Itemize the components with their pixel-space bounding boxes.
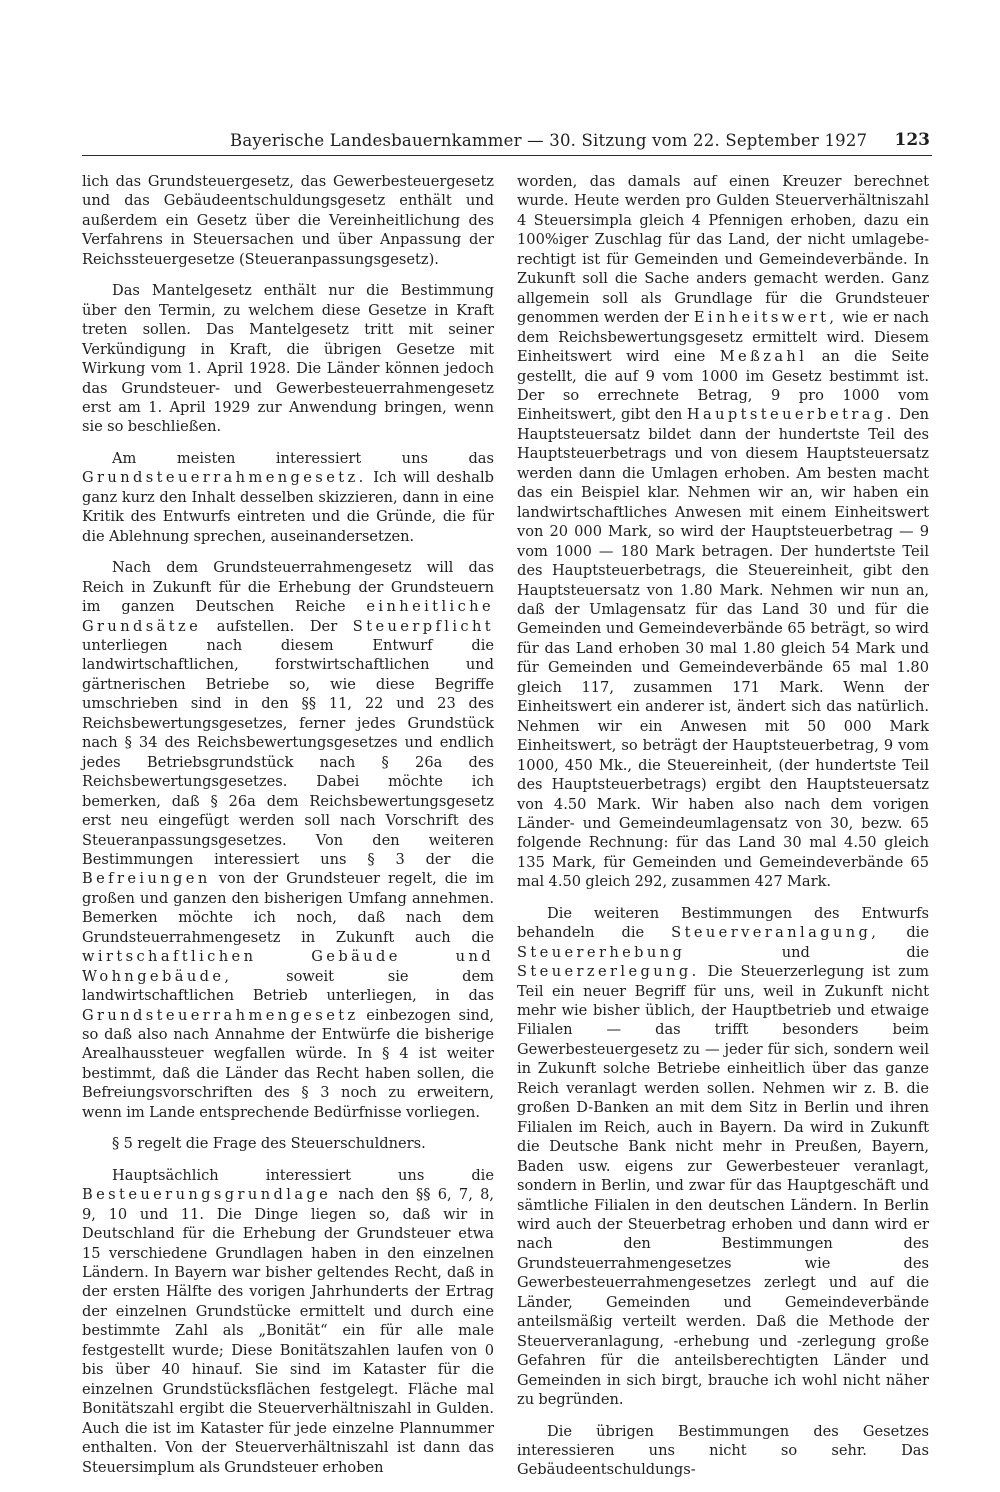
header-title: Bayerische Landesbauernkammer — 30. Sitzung vom 22. September 1927 bbox=[230, 131, 868, 150]
left-column bbox=[82, 172, 494, 1489]
spaced-emphasis: Steuerpflicht bbox=[352, 617, 495, 635]
paragraph: Die weiteren Bestimmungen des Entwurfs behandeln die Steuerveranlagung, die Steuererhebung und die Steuerzerlegung. Die Steuerzerlegung ist zum Teil ein neuer Begriff für uns, weil in Zukunft nicht mehr wie bisher üblich, der Hauptbetrieb und etwaige Filialen — das trifft besonders beim Gewerbesteuergesetz zu — jeder für sich, sondern weil in Zukunft solche Betriebe einheitlich über das ganze Reich veranlagt werden sollen. Nehmen wir z. B. die großen D-Banken an mit dem Sitz in Berlin und ihren Filialen im Reich, auch in Bayern. Da wird in Zukunft die Deutsche Bank nicht mehr in Preußen, Bayern, Baden usw. eigens zur Gewerbesteuer veranlagt, sondern in Berlin, und zwar für das Hauptgeschäft und sämtliche Filialen in den deutschen Ländern. In Berlin wird auch der Steuerbetrag erhoben und dann wird er nach den Bestimmungen des Grundsteuerrahmengesetzes wie des Gewerbesteuerrahmengesetzes zerlegt und auf die Länder, Gemeinden und Gemeindeverbände anteilsmäßig verteilt werden. Daß die Methode der Steuerveranlagung, -erhebung und -zerlegung große Gefahren für die anteilsberechtigten Länder und Gemeinden in sich birgt, brauche ich wohl nicht näher zu begründen. bbox=[517, 904, 929, 1409]
running-header bbox=[82, 129, 932, 156]
spaced-emphasis: Steuerveranlagung, bbox=[671, 924, 880, 942]
spaced-emphasis: Grundsteuerrahmengesetz bbox=[82, 1006, 359, 1024]
spaced-emphasis: Steuerzerlegung. bbox=[517, 963, 700, 981]
spaced-emphasis: einheitliche Grundsätze bbox=[82, 598, 494, 635]
paragraph: Hauptsächlich interessiert uns die Besteuerungsgrundlage nach den §§ 6, 7, 8, 9, 10 und 11. Die Dinge liegen so, daß wir in Deutschland für die Erhebung der Grundsteuer etwa 15 verschiedene Grundlagen haben in den einzelnen Ländern. In Bayern war bisher geltendes Recht, daß in der ersten Hälfte des vorigen Jahrhunderts der Ertrag der einzelnen Grundstücke ermittelt und durch eine bestimmte Zahl als „Bonität“ ein für alle male festgestellt wurde; Diese Bonitätszahlen laufen von 0 bis über 40 hinauf. Sie sind im Kataster für die einzelnen Grundstücksflächen festgelegt. Fläche mal Bonitätszahl ergibt die Steuerverhältniszahl in Gulden. Auch die ist im Kataster für jede einzelne Plannummer enthalten. Von der Steuerverhältniszahl ist dann das Steuersimplum als Grundsteuer erhoben bbox=[82, 1166, 494, 1476]
page-number: 123 bbox=[894, 130, 930, 150]
paragraph: § 5 regelt die Frage des Steuerschuldners. bbox=[112, 1135, 426, 1153]
spaced-emphasis: Besteuerungsgrundlage bbox=[82, 1186, 332, 1204]
paragraph: lich das Grundsteuergesetz, das Gewerbesteuergesetz und das Gebäudeentschuldungsgesetz enthält und außerdem ein Gesetz über die Vereinheitlichung des Verfahrens in Steuersachen und über Anpassung der Reichssteuergesetze (Steueranpassungsgesetz). bbox=[82, 173, 494, 268]
paragraph: Nach dem Grundsteuerrahmengesetz will das Reich in Zukunft für die Erhebung der Grundsteuern im ganzen Deutschen Reiche einheitliche Grundsätze aufstellen. Der Steuerpflicht unterliegen nach diesem Entwurf die landwirtschaftlichen, forstwirtschaftlichen und gärtnerischen Betriebe so, wie diese Begriffe umschrieben sind in den §§ 11, 22 und 23 des Reichsbewertungsgesetzes, ferner jedes Grundstück nach § 34 des Reichsbewertungsgesetzes und endlich jedes Betriebsgrundstück nach § 26a des Reichsbewertungsgesetzes. Dabei möchte ich bemerken, daß § 26a dem Reichsbewertungsgesetz erst neu eingefügt werden soll nach Vorschrift des Steueranpassungsgesetzes. Von den weiteren Bestimmungen interessiert uns § 3 der die Befreiungen von der Grundsteuer regelt, die im großen und ganzen den bisherigen Umfang annehmen. Bemerken möchte ich noch, daß nach dem Grundsteuerrahmengesetz in Zukunft auch die wirtschaftlichen Gebäude und Wohngebäude, soweit sie dem landwirtschaftlichen Betrieb unterliegen, in das Grundsteuerrahmengesetz einbezogen sind, so daß also nach Annahme der Entwürfe die bisherige Arealhaussteuer wegfallen würde. In § 4 ist weiter bestimmt, daß die Länder das Recht haben sollen, die Befreiungsvorschriften des § 3 noch zu erweitern, wenn im Lande entsprechende Bedürfnisse vorliegen. bbox=[82, 559, 495, 1121]
spaced-emphasis: Hauptsteuerbetrag. bbox=[686, 406, 895, 424]
right-column bbox=[517, 172, 929, 1492]
spaced-emphasis: Meßzahl bbox=[719, 348, 808, 366]
spaced-emphasis: Einheitswert, bbox=[693, 309, 838, 327]
spaced-emphasis: Grundsteuerrahmengesetz. bbox=[82, 469, 367, 487]
spaced-emphasis: wirtschaftlichen Gebäude und Wohngebäude, bbox=[82, 948, 494, 985]
spaced-emphasis: Befreiungen bbox=[82, 870, 211, 888]
paragraph: Die übrigen Bestimmungen des Gesetzes interessieren uns nicht so sehr. Das Gebäudeentschuldungs- bbox=[517, 1422, 929, 1479]
paragraph: worden, das damals auf einen Kreuzer berechnet wurde. Heute werden pro Gulden Steuerverhältniszahl 4 Steuersimpla gleich 4 Pfennigen erhoben, dazu ein 100%iger Zuschlag für das Land, der nicht umlagebe- rechtigt ist für Gemeinden und Gemeindeverbände. In Zukunft soll die Sache anders gemacht werden. Ganz allgemein soll als Grundlage für die Grundsteuer genommen werden der Einheitswert, wie er nach dem Reichsbewertungsgesetz ermittelt wird. Diesem Einheitswert wird eine Meßzahl an die Seite gestellt, die auf 9 vom 1000 im Gesetz bestimmt ist. Der so errechnete Betrag, 9 pro 1000 vom Einheitswert, gibt den Hauptsteuerbetrag. Den Hauptsteuersatz bildet dann der hundertste Teil des Hauptsteuerbetrags und von diesem Hauptsteuersatz werden dann die Umlagen erhoben. Am besten macht das ein Beispiel klar. Nehmen wir an, wir haben ein landwirtschaftliches Anwesen mit einem Einheitswert von 20 000 Mark, so wird der Hauptsteuerbetrag — 9 vom 1000 — 180 Mark betragen. Der hundertste Teil des Hauptsteuerbetrags, die Steuereinheit, gibt den Hauptsteuersatz von 1.80 Mark. Nehmen wir nun an, daß der Umlagensatz für das Land 30 und für die Gemeinden und Gemeindeverbände 65 beträgt, so wird für das Land erhoben 30 mal 1.80 gleich 54 Mark und für Gemeinden und Gemeindeverbände 65 mal 1.80 gleich 117, zusammen 171 Mark. Wenn der Einheitswert ein anderer ist, ändert sich das natürlich. Nehmen wir ein Anwesen mit 50 000 Mark Einheitswert, so beträgt der Hauptsteuerbetrag, 9 vom 1000, 450 Mk., die Steuereinheit, (der hundertste Teil des Hauptsteuerbetrags) ergibt den Hauptsteuersatz von 4.50 Mark. Wir haben also nach dem vorigen Länder- und Gemeindeumlagensatz von 30, bezw. 65 folgende Rechnung: für das Land 30 mal 4.50 gleich 135 Mark, für Gemeinden und Gemeindeverbände 65 mal 4.50 gleich 292, zusammen 427 Mark. bbox=[517, 173, 930, 891]
spaced-emphasis: Steuererhebung bbox=[517, 943, 686, 961]
paragraph: Das Mantelgesetz enthält nur die Bestimmung über den Termin, zu welchem diese Gesetze in Kraft treten sollen. Das Mantelgesetz tritt mit seiner Verkündigung in Kraft, die übrigen Gesetze mit Wirkung vom 1. April 1928. Die Länder können jedoch das Grundsteuer- und Gewerbesteuerrahmengesetz erst am 1. April 1929 zur Anwendung bringen, wenn sie so beschließen. bbox=[82, 282, 494, 436]
paragraph: Am meisten interessiert uns das Grundsteuerrahmengesetz. Ich will deshalb ganz kurz den Inhalt desselben skizzieren, dann in eine Kritik des Entwurfs eintreten und die Gründe, die für die Ablehnung sprechen, auseinandersetzen. bbox=[82, 449, 494, 545]
